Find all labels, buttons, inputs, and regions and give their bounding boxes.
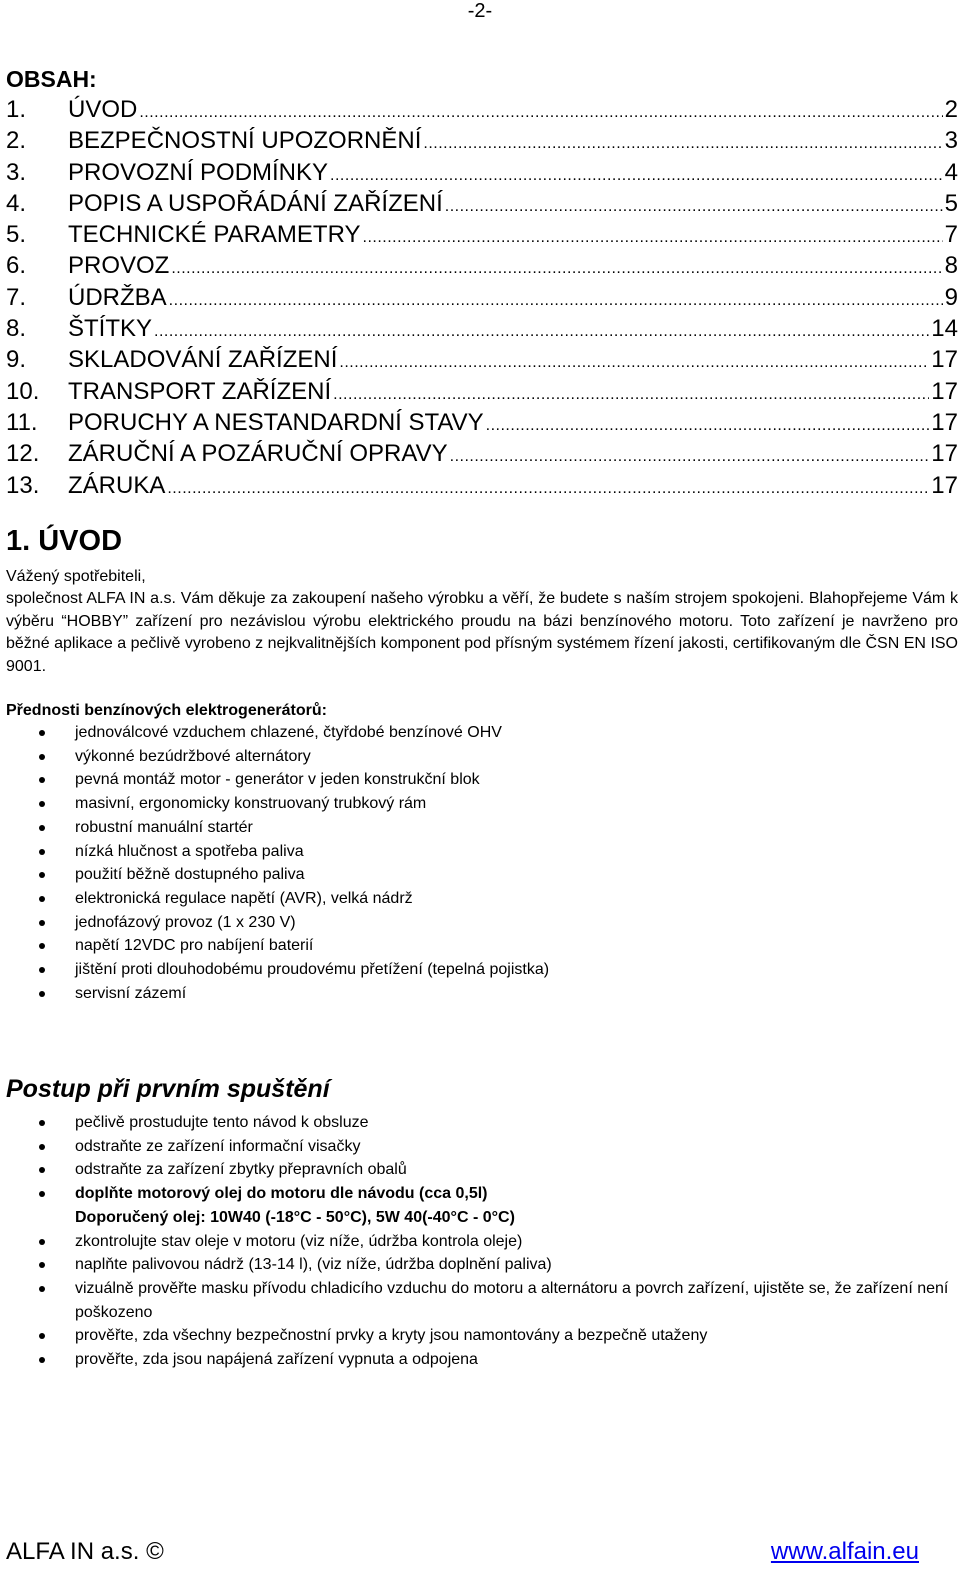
list-item-text: jednoválcové vzduchem chlazené, čtyřdobé benzínové OHV xyxy=(75,724,502,741)
toc-number: 9. xyxy=(6,346,27,374)
toc-item[interactable] xyxy=(6,250,958,281)
bullet-icon xyxy=(39,777,45,783)
bullet-icon xyxy=(39,920,45,926)
toc-page-number: 5 xyxy=(944,189,958,217)
toc-item[interactable] xyxy=(6,94,958,125)
list-item xyxy=(0,840,952,864)
toc-label: BEZPEČNOSTNÍ UPOZORNĚNÍ xyxy=(68,127,422,155)
list-item-text: napětí 12VDC pro nabíjení baterií xyxy=(75,937,314,955)
toc-leader-dots xyxy=(139,97,942,128)
bullet-icon xyxy=(39,1333,45,1339)
list-item-text: jištění proti dlouhodobému proudovému přetížení (tepelná pojistka) xyxy=(75,961,550,979)
bullet-icon xyxy=(39,825,45,831)
page-number: -2- xyxy=(467,0,493,22)
bullet-icon xyxy=(39,801,45,807)
toc-page-number: 4 xyxy=(944,158,958,186)
toc-page-number: 2 xyxy=(944,96,958,123)
toc-item[interactable] xyxy=(6,125,958,156)
list-item xyxy=(0,1277,952,1324)
toc-item[interactable] xyxy=(6,313,958,344)
toc-page-number: 8 xyxy=(944,252,958,280)
toc-page-number: 17 xyxy=(931,377,958,405)
list-item-text: pevná montáž motor - generátor v jeden konstrukční blok xyxy=(75,771,480,789)
recommended-oil-text: Doporučený olej: 10W40 (-18°C - 50°C), 5W 40(-40°C - 0°C) xyxy=(75,1208,515,1226)
list-item xyxy=(0,911,952,935)
toc-page-number: 17 xyxy=(931,440,958,468)
toc-label: ÚDRŽBA xyxy=(68,283,167,311)
bullet-icon xyxy=(39,1167,45,1173)
toc-label: POPIS A USPOŘÁDÁNÍ ZAŘÍZENÍ xyxy=(68,189,443,217)
toc-leader-dots xyxy=(363,222,943,253)
toc-number: 11. xyxy=(6,408,38,436)
toc-leader-dots xyxy=(486,410,930,441)
toc-number: 10. xyxy=(6,377,40,405)
list-item-text: servisní zázemí xyxy=(75,984,187,1002)
toc-number: 8. xyxy=(6,315,27,343)
bullet-icon xyxy=(39,1357,45,1363)
bullet-icon xyxy=(39,991,45,997)
toc-item[interactable] xyxy=(6,344,958,375)
list-item xyxy=(0,1348,952,1372)
advantages-list xyxy=(0,721,952,1005)
toc-label: ÚVOD xyxy=(68,96,138,123)
toc-number: 6. xyxy=(6,252,27,280)
toc-item[interactable] xyxy=(6,407,958,438)
bullet-icon xyxy=(39,1120,45,1126)
bullet-icon xyxy=(39,730,45,736)
toc-label: PROVOZ xyxy=(68,252,170,280)
list-item xyxy=(0,1111,952,1135)
toc-label: SKLADOVÁNÍ ZAŘÍZENÍ xyxy=(68,346,338,374)
list-item-text: použití běžně dostupného paliva xyxy=(75,866,305,884)
toc-page-number: 17 xyxy=(931,471,958,499)
toc-label: ZÁRUČNÍ A POZÁRUČNÍ OPRAVY xyxy=(68,440,448,468)
list-item-text: jednofázový provoz (1 x 230 V) xyxy=(75,913,296,931)
bullet-icon xyxy=(39,872,45,878)
first-start-list xyxy=(0,1111,952,1372)
intro-paragraph: společnost ALFA IN a.s. Vám děkuje za zakoupení našeho výrobku a věří, že budete s naším strojem spokojeni. Blahopřejeme Vám k výběru “HOBBY” zařízení pro nezávislou výrobu elektrického proudu na bázi benzínového motoru. Toto zařízení je navrženo pro běžné aplikace a pečlivě vyrobeno z nejkvalitnějších komponent pod přísným systémem řízení jakosti, certifikovaným dle ČSN EN ISO 9001. xyxy=(6,590,958,675)
toc-leader-dots xyxy=(167,473,929,504)
toc-leader-dots xyxy=(154,316,929,347)
list-item xyxy=(0,816,952,840)
list-item-text: vizuálně prověřte masku přívodu chladicího vzduchu do motoru a alternátoru a povrch zařízení, ujistěte se, že zařízení není poškozeno xyxy=(75,1279,949,1321)
list-item xyxy=(0,792,952,816)
list-item xyxy=(0,1158,952,1182)
table-of-contents xyxy=(6,94,958,501)
bullet-icon xyxy=(39,1262,45,1268)
toc-leader-dots xyxy=(333,379,929,410)
list-item-text: robustní manuální startér xyxy=(75,818,253,836)
toc-item[interactable] xyxy=(6,188,958,219)
list-item xyxy=(0,934,952,958)
advantages-heading: Přednosti benzínových elektrogenerátorů: xyxy=(6,702,327,719)
toc-label: TRANSPORT ZAŘÍZENÍ xyxy=(68,377,332,405)
toc-page-number: 17 xyxy=(931,346,958,374)
toc-number: 3. xyxy=(6,158,27,186)
toc-title: OBSAH: xyxy=(6,66,97,92)
toc-leader-dots xyxy=(423,128,942,159)
list-item-text: masivní, ergonomicky konstruovaný trubkový rám xyxy=(75,795,427,813)
first-start-heading: Postup při prvním spuštění xyxy=(6,1075,330,1103)
list-item xyxy=(0,887,952,911)
list-item xyxy=(0,863,952,887)
toc-item[interactable] xyxy=(6,376,958,407)
list-item-text: elektronická regulace napětí (AVR), velká nádrž xyxy=(75,889,413,907)
toc-page-number: 14 xyxy=(931,315,958,343)
list-item xyxy=(0,1182,952,1229)
greeting: Vážený spotřebiteli, xyxy=(6,568,146,585)
footer-website-link[interactable]: www.alfain.eu xyxy=(770,1538,919,1565)
list-item xyxy=(0,1253,952,1277)
toc-leader-dots xyxy=(169,285,943,316)
bullet-icon xyxy=(39,1144,45,1150)
list-item-text: odstraňte za zařízení zbytky přepravních obalů xyxy=(75,1161,407,1179)
list-item xyxy=(0,958,952,982)
bullet-icon xyxy=(39,1191,45,1197)
toc-page-number: 7 xyxy=(944,221,958,249)
list-item-text: prověřte, zda jsou napájená zařízení vypnuta a odpojena xyxy=(75,1351,478,1369)
list-item xyxy=(0,1230,952,1254)
list-item-text: prověřte, zda všechny bezpečnostní prvky a kryty jsou namontovány a bezpečně utaženy xyxy=(75,1327,708,1345)
list-item-text: nízká hlučnost a spotřeba paliva xyxy=(75,842,304,860)
toc-item[interactable] xyxy=(6,470,958,501)
toc-number: 1. xyxy=(6,96,27,123)
list-item xyxy=(0,768,952,792)
list-item-text: naplňte palivovou nádrž (13-14 l), (viz níže, údržba doplnění paliva) xyxy=(75,1256,552,1274)
toc-number: 7. xyxy=(6,283,27,311)
list-item-text: doplňte motorový olej do motoru dle návodu (cca 0,5l) xyxy=(75,1185,488,1203)
section-heading: 1. ÚVOD xyxy=(6,525,123,557)
toc-leader-dots xyxy=(450,441,930,472)
bullet-icon xyxy=(39,849,45,855)
bullet-icon xyxy=(39,1286,45,1292)
list-item xyxy=(0,982,952,1006)
list-item xyxy=(0,745,952,769)
list-item-text: zkontrolujte stav oleje v motoru (viz níže, údržba kontrola oleje) xyxy=(75,1232,523,1250)
toc-leader-dots xyxy=(330,160,943,191)
toc-leader-dots xyxy=(171,253,942,284)
toc-number: 4. xyxy=(6,189,27,217)
bullet-icon xyxy=(39,943,45,949)
toc-item[interactable] xyxy=(6,157,958,188)
toc-label: PORUCHY A NESTANDARDNÍ STAVY xyxy=(68,408,484,436)
toc-page-number: 3 xyxy=(944,127,958,155)
toc-page-number: 9 xyxy=(944,283,958,311)
bullet-icon xyxy=(39,896,45,902)
toc-label: ZÁRUKA xyxy=(68,471,166,499)
list-item xyxy=(0,1324,952,1348)
bullet-icon xyxy=(39,754,45,760)
toc-leader-dots xyxy=(445,191,943,222)
toc-item[interactable] xyxy=(6,219,958,250)
toc-leader-dots xyxy=(339,347,929,378)
toc-item[interactable] xyxy=(6,282,958,313)
toc-item[interactable] xyxy=(6,438,958,469)
list-item-text: odstraňte ze zařízení informační visačky xyxy=(75,1137,361,1155)
toc-number: 13. xyxy=(6,471,40,499)
bullet-icon xyxy=(39,1239,45,1245)
list-item-text: výkonné bezúdržbové alternátory xyxy=(75,747,311,765)
toc-label: PROVOZNÍ PODMÍNKY xyxy=(68,158,329,186)
toc-number: 12. xyxy=(6,440,40,468)
toc-label: ŠTÍTKY xyxy=(68,315,153,343)
toc-label: TECHNICKÉ PARAMETRY xyxy=(68,221,361,249)
list-item xyxy=(0,1135,952,1159)
footer-company: ALFA IN a.s. © xyxy=(6,1538,164,1565)
toc-number: 2. xyxy=(6,127,27,155)
toc-number: 5. xyxy=(6,221,27,249)
toc-page-number: 17 xyxy=(931,408,958,436)
bullet-icon xyxy=(39,967,45,973)
list-item-text: pečlivě prostudujte tento návod k obsluze xyxy=(75,1114,369,1131)
list-item xyxy=(0,721,952,745)
